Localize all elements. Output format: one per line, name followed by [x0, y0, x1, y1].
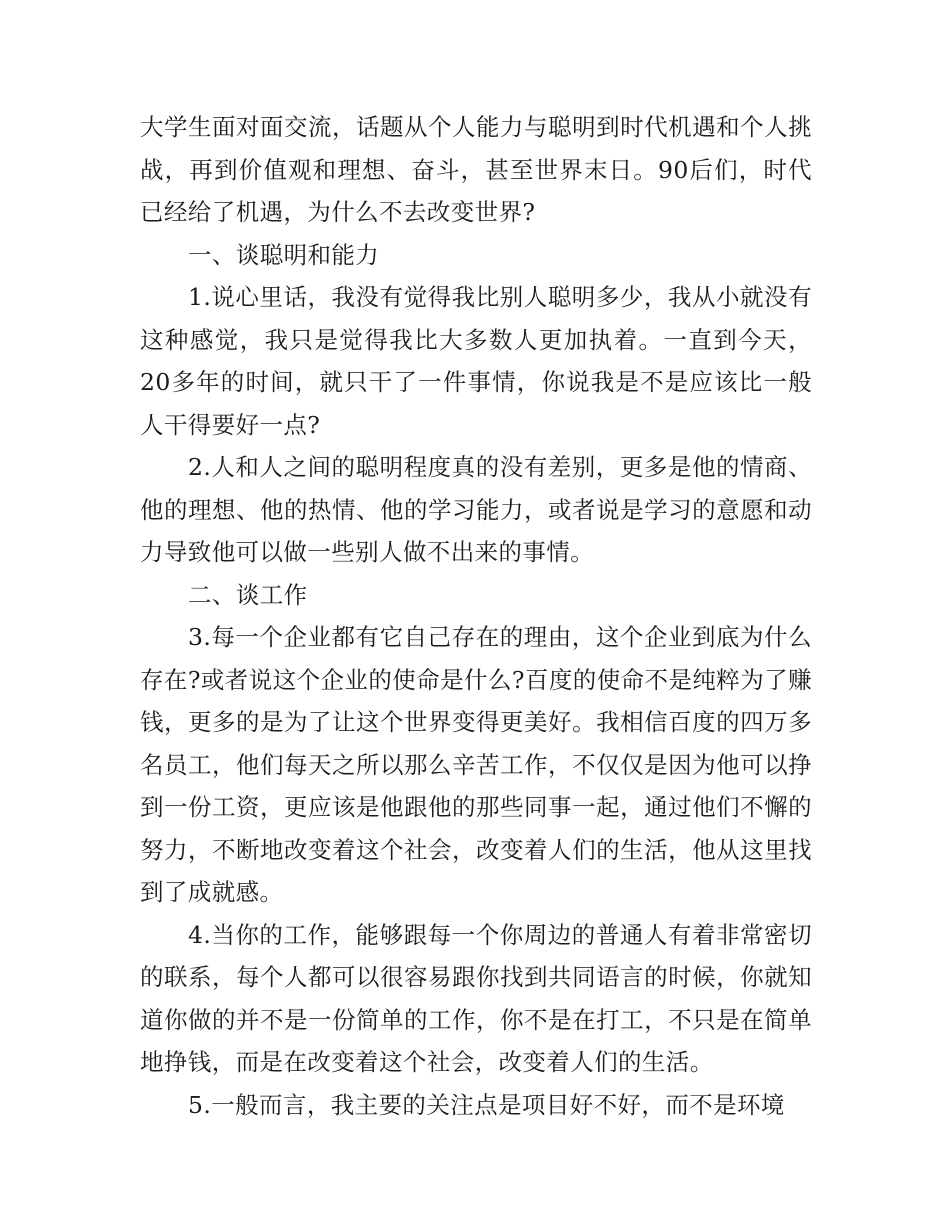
paragraph-3: 3.每一个企业都有它自己存在的理由，这个企业到底为什么存在?或者说这个企业的使命是什么?百度的使命不是纯粹为了赚钱，更多的是为了让这个世界变得更美好。我相信百度的四万多名员工，他们每天之所以那么辛苦工作，不仅仅是因为他可以挣到一份工资，更应该是他跟他的那些同事一起，通过他们不懈的努力，不断地改变着这个社会，改变着人们的生活，他从这里找到了成就感。 [140, 623, 812, 906]
paragraph-1: 1.说心里话，我没有觉得我比别人聪明多少，我从小就没有这种感觉，我只是觉得我比大多数人更加执着。一直到今天，20多年的时间，就只干了一件事情，你说我是不是应该比一般人干得要好一点? [140, 283, 812, 439]
document-body [140, 106, 812, 1126]
section-heading-work: 二、谈工作 [188, 580, 308, 609]
paragraph-continued: 大学生面对面交流，话题从个人能力与聪明到时代机遇和个人挑战，再到价值观和理想、奋斗，甚至世界末日。90后们，时代已经给了机遇，为什么不去改变世界? [140, 113, 812, 226]
paragraph-4: 4.当你的工作，能够跟每一个你周边的普通人有着非常密切的联系，每个人都可以很容易跟你找到共同语言的时候，你就知道你做的并不是一份简单的工作，你不是在打工，不只是在简单地挣钱，而是在改变着这个社会，改变着人们的生活。 [140, 920, 812, 1076]
paragraph-5: 5.一般而言，我主要的关注点是项目好不好，而不是环境 [188, 1090, 785, 1119]
paragraph-2: 2.人和人之间的聪明程度真的没有差别，更多是他的情商、他的理想、他的热情、他的学习能力，或者说是学习的意愿和动力导致他可以做一些别人做不出来的事情。 [140, 453, 812, 566]
section-heading-intelligence: 一、谈聪明和能力 [188, 240, 380, 269]
